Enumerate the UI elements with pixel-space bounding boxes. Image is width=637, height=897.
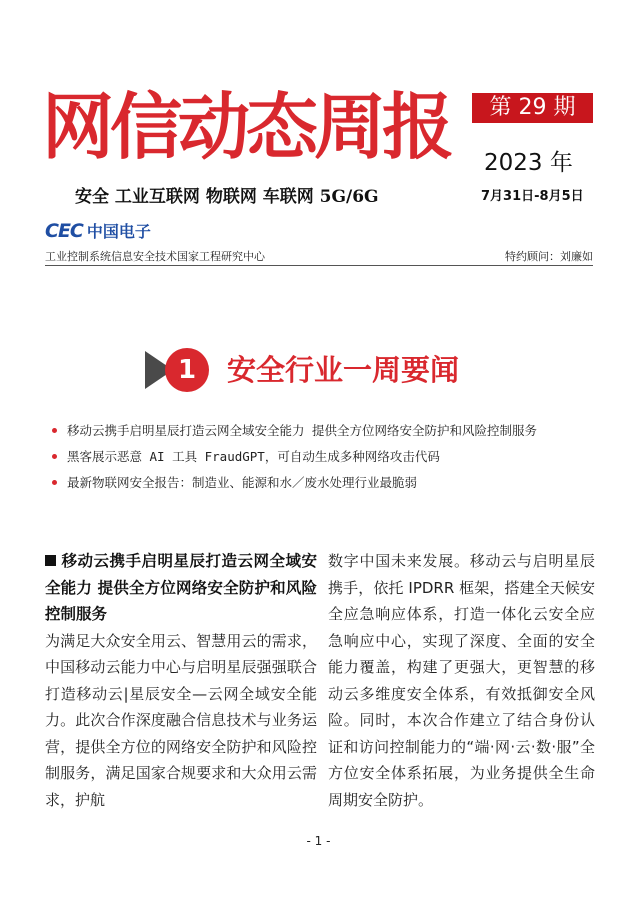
bullet-dot-icon [52, 480, 57, 485]
article-body-left: 为满足大众安全用云、智慧用云的需求，中国移动云能力中心与启明星辰强强联合打造移动云|星辰安全—云网全域安全能力。此次合作深度融合信息技术与业务运营，提供全方位的网络安全防护和风险控制服务，满足国家合规要求和大众用云需求，护航 [45, 631, 317, 809]
issue-number-badge: 第 29 期 [472, 93, 593, 123]
header-divider [45, 265, 593, 266]
organization-name: 工业控制系统信息安全技术国家工程研究中心 [45, 250, 265, 263]
section-number-badge: 1 [165, 348, 209, 392]
article-title-text: 移动云携手启明星辰打造云网全域安全能力 提供全方位网络安全防护和风险控制服务 [45, 551, 317, 623]
article-right-column [328, 548, 595, 813]
page-number: - 1 - [306, 834, 331, 848]
headline-item[interactable] [50, 418, 596, 444]
cec-logo-latin: CEC [45, 220, 83, 242]
newsletter-title: 网信动态周报 [42, 84, 451, 169]
headline-item[interactable] [50, 470, 596, 496]
headline-text: 最新物联网安全报告：制造业、能源和水／废水处理行业最脆弱 [67, 475, 418, 490]
cec-logo-cn: 中国电子 [86, 222, 151, 241]
cec-logo [45, 219, 151, 242]
topics-line: 安全 工业互联网 物联网 车联网 5G/6G [75, 187, 379, 207]
advisor-credit: 特约顾问：刘廉如 [505, 250, 593, 263]
article-body-right: 数字中国未来发展。移动云与启明星辰携手，依托 IPDRR 框架，搭建全天候安全应急响应体系，打造一体化云安全应急响应中心，实现了深度、全面的安全能力覆盖，构建了更强大，更智慧的移动云多维度安全体系，有效抵御安全风险。同时，本次合作建立了结合身份认证和访问控制能力的“端·网·云·数·服”全方位安全体系拓展，为业务提供全生命周期安全防护。 [328, 552, 595, 809]
headline-list [50, 418, 596, 496]
issue-year: 2023 年 [484, 150, 573, 176]
bullet-dot-icon [52, 428, 57, 433]
section-title: 安全行业一周要闻 [227, 353, 460, 387]
bullet-dot-icon [52, 454, 57, 459]
headline-text: 移动云携手启明星辰打造云网全域安全能力 提供全方位网络安全防护和风险控制服务 [67, 423, 538, 438]
square-bullet-icon [45, 555, 56, 566]
article-left-column [45, 548, 317, 813]
headline-item[interactable] [50, 444, 596, 470]
date-range: 7月31日-8月5日 [481, 189, 584, 204]
headline-text: 黑客展示恶意 AI 工具 FraudGPT，可自动生成多种网络攻击代码 [67, 449, 440, 464]
article-title [45, 548, 317, 628]
